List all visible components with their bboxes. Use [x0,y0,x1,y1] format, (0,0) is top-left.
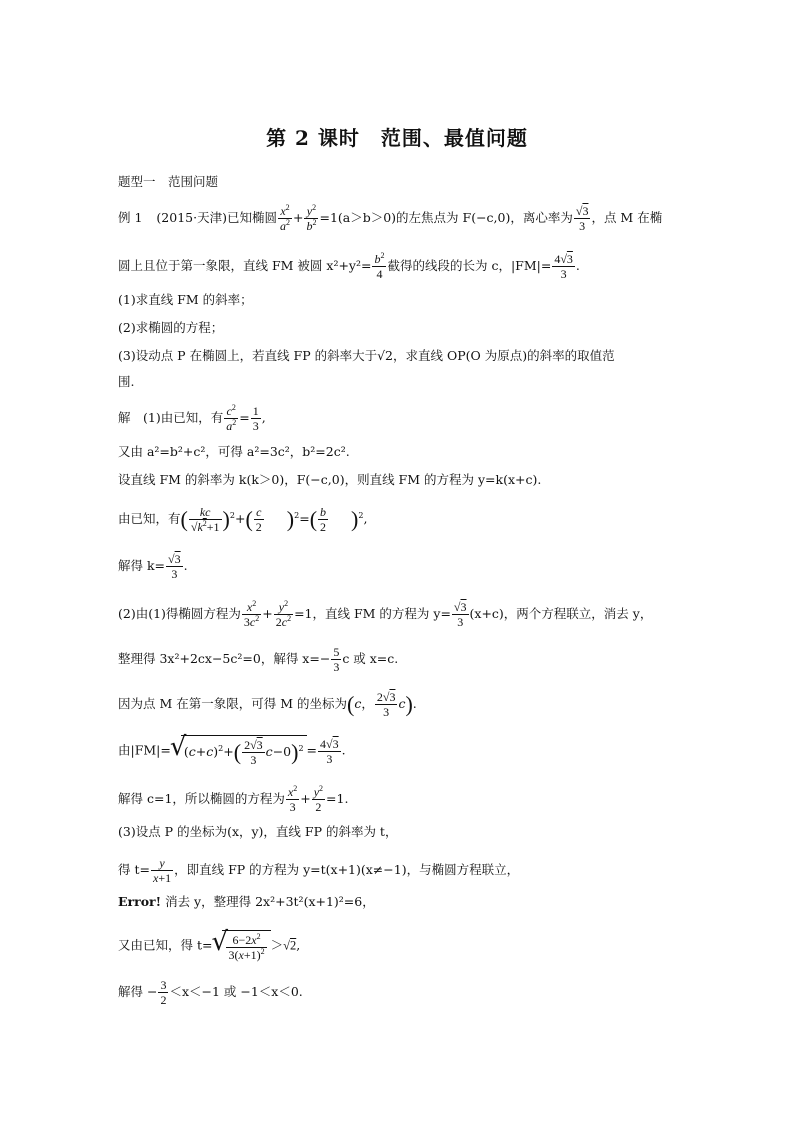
example-line2-b: 截得的线段的长为 c，|FM|= [387,258,552,273]
fraction-4sqrt3-3: $\frac{4√3}{3}$ [554,252,573,281]
solution-s6-a: (2)由(1)得椭圆方程为 [118,606,241,621]
question-2: (2)求椭圆的方程； [118,320,224,335]
fraction-y2-2: $\frac{y^2}{2}$ [313,784,324,814]
fraction-kc-sqrt: $\frac{kc}{√k^2+1}$ [190,505,220,534]
solution-s8: 因为点 M 在第一象限，可得 M 的坐标为 [118,696,347,711]
solution-s6-b: =1，直线 FM 的方程为 y= [294,606,451,621]
question-3-line-1: (3)设动点 P 在椭圆上，若直线 FP 的斜率大于√2，求直线 OP(O 为原点)的斜率的取值范 [118,348,615,363]
fraction-x2-3: $\frac{x^2}{3}$ [287,784,298,814]
solution-line-14: 又由已知，得 t= √ $\frac{6-2x^2}{3(x+1)^2}$ ＞√2, [118,930,688,962]
radical-expression: √ $(c+c)^2+$( $\frac{2√3}{3}$ c−0)$^2$ [181,735,307,767]
solution-s4: 由已知，有 [118,511,181,526]
solution-s9: 由|FM|= [118,742,171,758]
page-title: 第 2 课时 范围、最值问题 [266,126,528,150]
solution-s6-c: (x+c)，两个方程联立，消去 y， [469,606,653,621]
fraction-b-2: $\frac{b}{2}$ [320,505,327,534]
solution-line-8: 因为点 M 在第一象限，可得 M 的坐标为(c， $\frac{2√3}{3}$ c). [118,690,417,719]
solution-line-12 [118,856,688,885]
example-label: 例 1 [118,210,143,225]
fraction-2sqrt3-3-inner: $\frac{2√3}{3}$ [244,738,263,767]
fraction-c2-a2: $\frac{c^2}{a^2}$ [226,403,237,433]
solution-s10: 解得 c=1，所以椭圆的方程为 [118,791,285,806]
solution-s5: 解得 k= [118,558,166,573]
solution-line-10: 解得 c=1，所以椭圆的方程为 $\frac{x^2}{3}$ + $\frac{y^2}{2}$ =1. [118,784,349,814]
solution-s15: 解得 − [118,984,158,999]
fraction-x2-3c2: $\frac{x^2}{3c^2}$ [243,599,260,629]
solution-line-13 [118,892,688,912]
solution-line-1: 解 (1)由已知，有 $\frac{c^2}{a^2}$ = $\frac{1}{3}$ , [118,403,266,433]
solution-s15-b: ＜x＜−1 或 −1＜x＜0. [169,984,303,999]
example-line2-a: 圆上且位于第一象限，直线 FM 被圆 x²+y²= [118,258,372,273]
fraction-y2-b2: $\frac{y^2}{b^2}$ [306,203,317,233]
example-text-b: =1(a＞b＞0)的左焦点为 F(−c,0)，离心率为 [319,210,573,225]
solution-s14: 又由已知，得 t= [118,937,213,953]
section-heading: 题型一 范围问题 [118,174,219,189]
solution-line-5: 解得 k= $\frac{√3}{3}$ . [118,552,188,581]
solution-s12-b: ，即直线 FP 的方程为 y=t(x+1)(x≠−1)，与椭圆方程联立， [174,862,520,877]
fraction-1-3: $\frac{1}{3}$ [252,404,259,433]
solution-line-9: 由|FM|=√ $(c+c)^2+$( $\frac{2√3}{3}$ c−0)$^2$ = $\frac{4√3}{3}$ . [118,735,688,767]
solution-s7-b: c 或 x=c. [342,651,399,666]
fraction-2sqrt3-3: $\frac{2√3}{3}$ [376,690,396,719]
fraction-x2-a2: $\frac{x^2}{a^2}$ [279,203,290,233]
solution-s1: 解 (1)由已知，有 [118,410,224,425]
example-text-a: 已知椭圆 [226,210,277,225]
radical-t [222,930,270,962]
example-source: (2015·天津) [156,210,227,225]
solution-line-3: 设直线 FM 的斜率为 k(k＞0)，F(−c,0)，则直线 FM 的方程为 y=k(x+c). [118,472,542,487]
example-line-2: 圆上且位于第一象限，直线 FM 被圆 x²+y²= $\frac{b^2}{4}$ 截得的线段的长为 c，|FM|= $\frac{4√3}{3}$ . [118,251,580,281]
example-line-1: 例 1 (2015·天津)已知椭圆 $\frac{x^2}{a^2}$ + $\frac{y^2}{b^2}$ =1(a＞b＞0)的左焦点为 F(−c,0)，离心率为 $\frac{√3}{3}$ ，点 M 在椭 [118,203,663,233]
question-3-line-2: 围. [118,374,135,389]
fraction-y-x1: $\frac{y}{x+1}$ [152,856,172,885]
solution-line-4: 由已知，有( $\frac{kc}{√k^2+1}$ )$^2$+( $\frac{c}{2}$ )$^2$=( $\frac{b}{2}$ )$^2$, [118,505,368,534]
fraction-c-2: $\frac{c}{2}$ [255,505,262,534]
fraction-b2-4: $\frac{b^2}{4}$ [374,251,385,281]
error-marker: Error! [118,894,162,909]
fraction-sqrt3-3: $\frac{√3}{3}$ [575,204,589,233]
solution-line-2: 又由 a²=b²+c²，可得 a²=3c²，b²=2c². [118,444,350,459]
solution-s7: 整理得 3x²+2cx−5c²=0，解得 x=− [118,651,331,666]
fraction-3-2: $\frac{3}{2}$ [160,978,167,1007]
question-1: (1)求直线 FM 的斜率； [118,292,253,307]
fraction-slope: $\frac{√3}{3}$ [453,600,467,629]
solution-line-15 [118,978,688,1007]
fraction-4sqrt3-3-result: $\frac{4√3}{3}$ [320,736,339,766]
example-text-c: ，点 M 在椭 [591,210,663,225]
fraction-5-3: $\frac{5}{3}$ [333,645,340,674]
fraction-k-value: $\frac{√3}{3}$ [168,552,181,581]
fraction-y2-2c2: $\frac{y^2}{2c^2}$ [275,599,292,629]
solution-line-7 [118,645,688,674]
fraction-6-2x2: √ $\frac{6-2x^2}{3(x+1)^2}$ [228,932,265,962]
solution-s13: 消去 y，整理得 2x²+3t²(x+1)²=6， [161,894,375,909]
solution-line-11: (3)设点 P 的坐标为(x，y)，直线 FP 的斜率为 t， [118,824,398,839]
solution-s12-a: 得 t= [118,862,150,877]
solution-line-6: (2)由(1)得椭圆方程为 $\frac{x^2}{3c^2}$ + $\frac{y^2}{2c^2}$ =1，直线 FM 的方程为 y= $\frac{√3}{3}$ (x+c)，两个方程联立，消去 y， [118,599,653,629]
